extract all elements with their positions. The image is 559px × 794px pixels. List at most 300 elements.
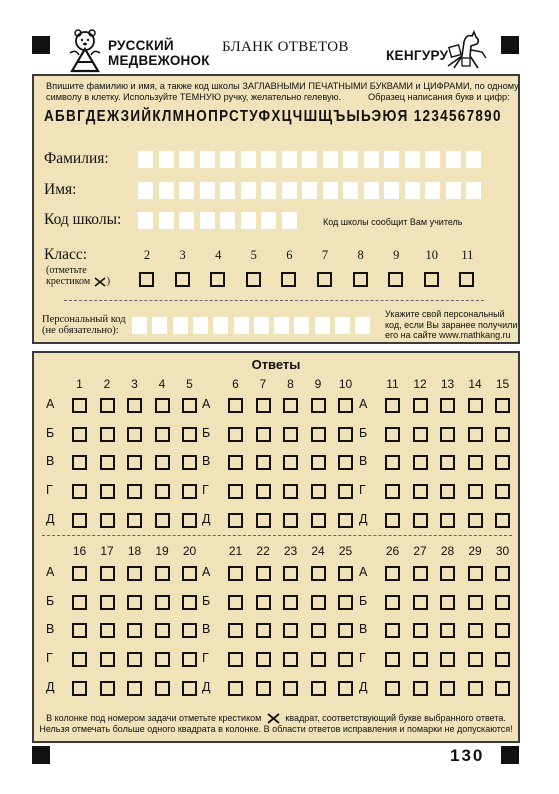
grade-checkbox[interactable] [139, 272, 154, 287]
sheet-title: БЛАНК ОТВЕТОВ [222, 39, 349, 55]
surname-cell[interactable] [159, 151, 174, 168]
question-number: 27 [413, 544, 427, 558]
answer-checkbox[interactable] [338, 455, 353, 470]
answer-checkbox[interactable] [100, 681, 115, 696]
answer-checkbox[interactable] [468, 427, 483, 442]
answer-checkbox[interactable] [338, 623, 353, 638]
grade-number: 10 [425, 248, 439, 262]
answer-checkbox[interactable] [182, 427, 197, 442]
answer-checkbox[interactable] [495, 513, 510, 528]
personal-code-cell[interactable] [152, 317, 167, 334]
answer-checkbox[interactable] [127, 427, 142, 442]
answers-footer-line-2: Нельзя отмечать больше одного квадрата в колонке. В области ответов исправления и помарки не допускаются! [39, 724, 513, 734]
question-number: 11 [386, 377, 399, 391]
answer-checkbox[interactable] [155, 398, 170, 413]
answer-checkbox[interactable] [256, 427, 271, 442]
bear-logo-icon [64, 29, 106, 73]
answer-checkbox[interactable] [311, 513, 326, 528]
answer-checkbox[interactable] [495, 623, 510, 638]
answer-option-letter: Д [359, 679, 368, 694]
grade-checkbox[interactable] [317, 272, 332, 287]
surname-cell[interactable] [405, 151, 420, 168]
answer-checkbox[interactable] [127, 595, 142, 610]
answer-checkbox[interactable] [72, 595, 87, 610]
answer-checkbox[interactable] [127, 455, 142, 470]
answer-checkbox[interactable] [127, 681, 142, 696]
surname-cell[interactable] [384, 151, 399, 168]
answer-checkbox[interactable] [440, 398, 455, 413]
answer-checkbox[interactable] [385, 455, 400, 470]
kangaroo-logo-icon [444, 28, 490, 74]
school-code-cell[interactable] [220, 212, 235, 229]
answer-option-letter: Д [202, 511, 211, 526]
answer-checkbox[interactable] [468, 455, 483, 470]
answer-option-letter: Г [359, 483, 366, 498]
registration-marker-top-left [32, 36, 50, 54]
answer-checkbox[interactable] [228, 623, 243, 638]
page-number: 130 [450, 746, 485, 765]
question-number: 19 [155, 544, 169, 558]
answer-checkbox[interactable] [100, 652, 115, 667]
answer-option-letter: Д [46, 679, 55, 694]
surname-cell[interactable] [466, 151, 481, 168]
answer-checkbox[interactable] [256, 398, 271, 413]
personal-code-cell[interactable] [294, 317, 309, 334]
answer-checkbox[interactable] [127, 484, 142, 499]
personal-code-cell[interactable] [274, 317, 289, 334]
answer-checkbox[interactable] [127, 652, 142, 667]
registration-marker-bottom-left [32, 746, 50, 764]
answer-checkbox[interactable] [256, 455, 271, 470]
answer-checkbox[interactable] [495, 484, 510, 499]
first-name-cell[interactable] [261, 182, 276, 199]
first-name-cell[interactable] [364, 182, 379, 199]
answer-checkbox[interactable] [413, 652, 428, 667]
answer-checkbox[interactable] [155, 513, 170, 528]
answer-checkbox[interactable] [182, 398, 197, 413]
grade-number: 5 [250, 248, 257, 262]
personal-code-cell[interactable] [335, 317, 350, 334]
personal-code-cell[interactable] [254, 317, 269, 334]
answer-checkbox[interactable] [385, 623, 400, 638]
answer-checkbox[interactable] [127, 566, 142, 581]
answer-checkbox[interactable] [127, 398, 142, 413]
answer-checkbox[interactable] [155, 652, 170, 667]
answer-checkbox[interactable] [495, 681, 510, 696]
personal-code-cell[interactable] [315, 317, 330, 334]
answer-checkbox[interactable] [182, 455, 197, 470]
question-number: 24 [311, 544, 325, 558]
answer-checkbox[interactable] [72, 398, 87, 413]
grade-checkbox[interactable] [210, 272, 225, 287]
question-number: 15 [495, 377, 510, 391]
answer-option-letter: Г [202, 651, 209, 666]
answer-checkbox[interactable] [338, 427, 353, 442]
grade-checkbox[interactable] [424, 272, 439, 287]
answers-title: Ответы [251, 357, 301, 372]
answer-checkbox[interactable] [228, 513, 243, 528]
answer-checkbox[interactable] [338, 681, 353, 696]
answer-checkbox[interactable] [385, 652, 400, 667]
answer-option-letter: В [359, 454, 368, 469]
answer-checkbox[interactable] [72, 427, 87, 442]
answer-checkbox[interactable] [495, 427, 510, 442]
question-number: 28 [440, 544, 455, 558]
personal-code-cell[interactable] [234, 317, 249, 334]
question-number: 8 [287, 377, 294, 391]
answer-checkbox[interactable] [440, 652, 455, 667]
answer-checkbox[interactable] [495, 566, 510, 581]
question-number: 25 [338, 544, 353, 558]
answer-checkbox[interactable] [311, 398, 326, 413]
answer-checkbox[interactable] [283, 566, 298, 581]
answer-checkbox[interactable] [155, 595, 170, 610]
grade-checkbox[interactable] [353, 272, 368, 287]
answer-checkbox[interactable] [495, 455, 510, 470]
answer-option-letter: Д [46, 511, 55, 526]
answer-checkbox[interactable] [100, 455, 115, 470]
answer-checkbox[interactable] [100, 427, 115, 442]
first-name-cell[interactable] [220, 182, 235, 199]
first-name-cell[interactable] [323, 182, 338, 199]
answer-checkbox[interactable] [100, 484, 115, 499]
question-number: 14 [468, 377, 482, 391]
answer-option-letter: Г [202, 483, 209, 498]
answer-option-letter: А [359, 565, 368, 579]
answer-checkbox[interactable] [182, 681, 197, 696]
answer-checkbox[interactable] [127, 513, 142, 528]
answer-checkbox[interactable] [413, 484, 428, 499]
question-number: 17 [100, 544, 114, 558]
first-name-cell[interactable] [138, 182, 153, 199]
answer-option-letter: А [202, 397, 211, 411]
question-number: 2 [103, 377, 111, 391]
answer-checkbox[interactable] [256, 623, 271, 638]
answer-checkbox[interactable] [311, 484, 326, 499]
question-number: 20 [182, 544, 197, 558]
question-number: 30 [495, 544, 510, 558]
first-name-cell[interactable] [446, 182, 461, 199]
answer-checkbox[interactable] [228, 595, 243, 610]
personal-code-note: Укажите свой персональный код, если Вы заранее получили его на сайте www.mathkang.ru [385, 309, 518, 340]
answer-checkbox[interactable] [72, 455, 87, 470]
answer-checkbox[interactable] [72, 566, 87, 581]
answer-checkbox[interactable] [182, 595, 197, 610]
answer-checkbox[interactable] [100, 513, 115, 528]
question-number: 26 [385, 544, 400, 558]
grade-checkbox[interactable] [459, 272, 474, 287]
registration-marker-bottom-right [501, 746, 519, 764]
school-code-cell[interactable] [179, 212, 194, 229]
answer-checkbox[interactable] [440, 484, 455, 499]
school-code-cell[interactable] [200, 212, 215, 229]
answer-checkbox[interactable] [155, 681, 170, 696]
answer-checkbox[interactable] [385, 427, 400, 442]
answer-checkbox[interactable] [283, 427, 298, 442]
first-name-cell[interactable] [466, 182, 481, 199]
question-number: 21 [228, 544, 243, 558]
answer-checkbox[interactable] [228, 427, 243, 442]
answer-checkbox[interactable] [283, 595, 298, 610]
grade-number: 4 [215, 248, 222, 262]
answer-checkbox[interactable] [495, 595, 510, 610]
registration-marker-top-right [501, 36, 519, 54]
answer-checkbox[interactable] [385, 513, 400, 528]
answers-panel [32, 351, 520, 743]
first-name-cell[interactable] [179, 182, 194, 199]
answer-checkbox[interactable] [440, 681, 455, 696]
answer-checkbox[interactable] [311, 455, 326, 470]
question-number: 12 [413, 377, 427, 391]
answer-option-letter: Б [359, 593, 368, 608]
personal-code-cell[interactable] [173, 317, 188, 334]
surname-cell[interactable] [261, 151, 276, 168]
first-name-cell[interactable] [241, 182, 256, 199]
first-name-label: Имя: [44, 181, 77, 198]
answer-checkbox[interactable] [283, 652, 298, 667]
surname-cell[interactable] [323, 151, 338, 168]
answer-option-letter: В [46, 454, 55, 469]
answer-checkbox[interactable] [413, 455, 428, 470]
grade-number: 8 [357, 248, 364, 262]
answer-checkbox[interactable] [495, 398, 510, 413]
surname-cell[interactable] [200, 151, 215, 168]
answer-checkbox[interactable] [228, 652, 243, 667]
answer-checkbox[interactable] [440, 595, 455, 610]
answer-checkbox[interactable] [256, 566, 271, 581]
first-name-cell[interactable] [302, 182, 317, 199]
answer-option-letter: В [202, 622, 211, 637]
answer-checkbox[interactable] [311, 595, 326, 610]
first-name-cell[interactable] [282, 182, 297, 199]
answer-checkbox[interactable] [311, 427, 326, 442]
surname-cell[interactable] [425, 151, 440, 168]
question-number: 5 [186, 377, 193, 391]
answer-checkbox[interactable] [127, 623, 142, 638]
answer-checkbox[interactable] [468, 623, 483, 638]
answer-checkbox[interactable] [283, 398, 298, 413]
surname-cell[interactable] [179, 151, 194, 168]
answer-checkbox[interactable] [338, 513, 353, 528]
sample-label: Образец написания букв и цифр: [368, 92, 510, 102]
grade-number: 9 [393, 248, 400, 262]
answer-checkbox[interactable] [182, 513, 197, 528]
answer-checkbox[interactable] [413, 398, 428, 413]
first-name-cell[interactable] [200, 182, 215, 199]
answer-checkbox[interactable] [182, 566, 197, 581]
instructions-line-1: Впишите фамилию и имя, а также код школы ЗАГЛАВНЫМИ ПЕЧАТНЫМИ БУКВАМИ и ЦИФРАМИ, по одному [46, 81, 519, 91]
answer-checkbox[interactable] [256, 681, 271, 696]
answer-checkbox[interactable] [182, 484, 197, 499]
grade-checkbox[interactable] [246, 272, 261, 287]
answer-checkbox[interactable] [256, 595, 271, 610]
answer-checkbox[interactable] [311, 623, 326, 638]
grade-checkbox[interactable] [175, 272, 190, 287]
answer-checkbox[interactable] [338, 595, 353, 610]
question-number: 3 [131, 377, 138, 391]
answer-checkbox[interactable] [283, 681, 298, 696]
answer-checkbox[interactable] [155, 427, 170, 442]
answer-checkbox[interactable] [468, 652, 483, 667]
school-code-cell[interactable] [241, 212, 256, 229]
first-name-cell[interactable] [343, 182, 358, 199]
answer-checkbox[interactable] [338, 484, 353, 499]
grade-label: Класс: [44, 246, 88, 263]
answer-checkbox[interactable] [468, 681, 483, 696]
personal-code-cell[interactable] [132, 317, 147, 334]
answer-checkbox[interactable] [155, 484, 170, 499]
answer-checkbox[interactable] [440, 513, 455, 528]
answer-option-letter: В [359, 622, 368, 637]
sample-characters: АБВГДЕЖЗИЙКЛМНОПРСТУФХЦЧШЩЪЫЬЭЮЯ 1234567890 [44, 107, 502, 125]
surname-cell[interactable] [282, 151, 297, 168]
grade-checkbox[interactable] [281, 272, 296, 287]
school-code-cell[interactable] [282, 212, 297, 229]
answer-checkbox[interactable] [155, 623, 170, 638]
answer-option-letter: А [46, 565, 55, 579]
answer-checkbox[interactable] [283, 623, 298, 638]
school-code-cell[interactable] [261, 212, 276, 229]
personal-code-cell[interactable] [193, 317, 208, 334]
answer-checkbox[interactable] [100, 595, 115, 610]
answer-checkbox[interactable] [228, 455, 243, 470]
school-code-label: Код школы: [44, 211, 122, 228]
personal-code-label: Персональный код (не обязательно): [42, 314, 126, 336]
answer-checkbox[interactable] [228, 681, 243, 696]
answer-checkbox[interactable] [385, 484, 400, 499]
answer-checkbox[interactable] [155, 566, 170, 581]
answer-checkbox[interactable] [72, 623, 87, 638]
cross-mark-icon [267, 713, 280, 724]
surname-cell[interactable] [302, 151, 317, 168]
answer-checkbox[interactable] [385, 595, 400, 610]
answer-checkbox[interactable] [100, 566, 115, 581]
question-number: 10 [338, 377, 353, 391]
question-number: 9 [314, 377, 322, 391]
answers-divider [42, 535, 512, 536]
grade-hint: (отметьте крестиком ) [46, 265, 111, 287]
question-number: 23 [283, 544, 298, 558]
answer-checkbox[interactable] [228, 484, 243, 499]
question-number: 7 [259, 377, 267, 391]
answer-checkbox[interactable] [256, 652, 271, 667]
school-code-cell[interactable] [138, 212, 153, 229]
first-name-cell[interactable] [384, 182, 399, 199]
answer-checkbox[interactable] [182, 623, 197, 638]
answer-checkbox[interactable] [100, 623, 115, 638]
surname-cell[interactable] [446, 151, 461, 168]
answer-checkbox[interactable] [72, 513, 87, 528]
section-divider [64, 300, 484, 301]
answer-option-letter: Г [46, 483, 53, 498]
answer-checkbox[interactable] [413, 595, 428, 610]
question-number: 6 [232, 377, 239, 391]
answer-checkbox[interactable] [385, 398, 400, 413]
school-code-cell[interactable] [159, 212, 174, 229]
answer-option-letter: Г [46, 651, 53, 666]
first-name-cell[interactable] [405, 182, 420, 199]
answer-checkbox[interactable] [468, 398, 483, 413]
answer-checkbox[interactable] [440, 427, 455, 442]
answer-option-letter: А [359, 397, 368, 411]
first-name-cell[interactable] [425, 182, 440, 199]
answer-option-letter: Д [202, 679, 211, 694]
answer-checkbox[interactable] [283, 484, 298, 499]
answer-checkbox[interactable] [468, 484, 483, 499]
answer-option-letter: Б [359, 425, 368, 440]
answer-option-letter: А [202, 565, 211, 579]
question-number: 29 [468, 544, 482, 558]
question-number: 16 [72, 544, 87, 558]
answer-checkbox[interactable] [413, 513, 428, 528]
surname-cell[interactable] [343, 151, 358, 168]
personal-code-cell[interactable] [355, 317, 370, 334]
answer-checkbox[interactable] [283, 455, 298, 470]
answers-footer-line-1: В колонке под номером задачи отметьте крестиком квадрат, соответствующий букве выбранного ответа. [46, 713, 506, 723]
answer-checkbox[interactable] [385, 681, 400, 696]
question-number: 18 [127, 544, 142, 558]
answer-checkbox[interactable] [182, 652, 197, 667]
answer-checkbox[interactable] [72, 484, 87, 499]
answer-checkbox[interactable] [468, 595, 483, 610]
grade-checkbox[interactable] [388, 272, 403, 287]
answer-checkbox[interactable] [440, 455, 455, 470]
kangaroo-label: КЕНГУРУ [386, 48, 449, 63]
answer-checkbox[interactable] [413, 623, 428, 638]
answer-checkbox[interactable] [311, 566, 326, 581]
answer-checkbox[interactable] [338, 398, 353, 413]
personal-code-cell[interactable] [213, 317, 228, 334]
answer-checkbox[interactable] [311, 652, 326, 667]
surname-cell[interactable] [220, 151, 235, 168]
answer-checkbox[interactable] [440, 623, 455, 638]
surname-cell[interactable] [364, 151, 379, 168]
answer-checkbox[interactable] [413, 427, 428, 442]
answer-checkbox[interactable] [72, 652, 87, 667]
answer-checkbox[interactable] [468, 513, 483, 528]
answer-option-letter: Б [46, 593, 55, 608]
answer-checkbox[interactable] [256, 513, 271, 528]
first-name-cell[interactable] [159, 182, 174, 199]
answer-checkbox[interactable] [495, 652, 510, 667]
question-number: 4 [158, 377, 166, 391]
surname-cell[interactable] [241, 151, 256, 168]
answer-checkbox[interactable] [338, 652, 353, 667]
answer-checkbox[interactable] [100, 398, 115, 413]
surname-cell[interactable] [138, 151, 153, 168]
answer-checkbox[interactable] [228, 566, 243, 581]
answer-checkbox[interactable] [72, 681, 87, 696]
personal-data-panel [32, 74, 520, 344]
brand-name: РУССКИЙ МЕДВЕЖОНОК [108, 38, 210, 68]
grade-number: 11 [461, 248, 474, 262]
answer-checkbox[interactable] [385, 566, 400, 581]
answer-option-letter: Г [359, 651, 366, 666]
answer-checkbox[interactable] [311, 681, 326, 696]
answer-checkbox[interactable] [440, 566, 455, 581]
answer-checkbox[interactable] [228, 398, 243, 413]
grade-number: 2 [143, 248, 151, 262]
answer-checkbox[interactable] [283, 513, 298, 528]
answer-checkbox[interactable] [256, 484, 271, 499]
question-number: 13 [440, 377, 455, 391]
answer-checkbox[interactable] [413, 566, 428, 581]
answer-checkbox[interactable] [155, 455, 170, 470]
answer-checkbox[interactable] [338, 566, 353, 581]
answer-checkbox[interactable] [413, 681, 428, 696]
grade-number: 7 [321, 248, 329, 262]
answer-checkbox[interactable] [468, 566, 483, 581]
